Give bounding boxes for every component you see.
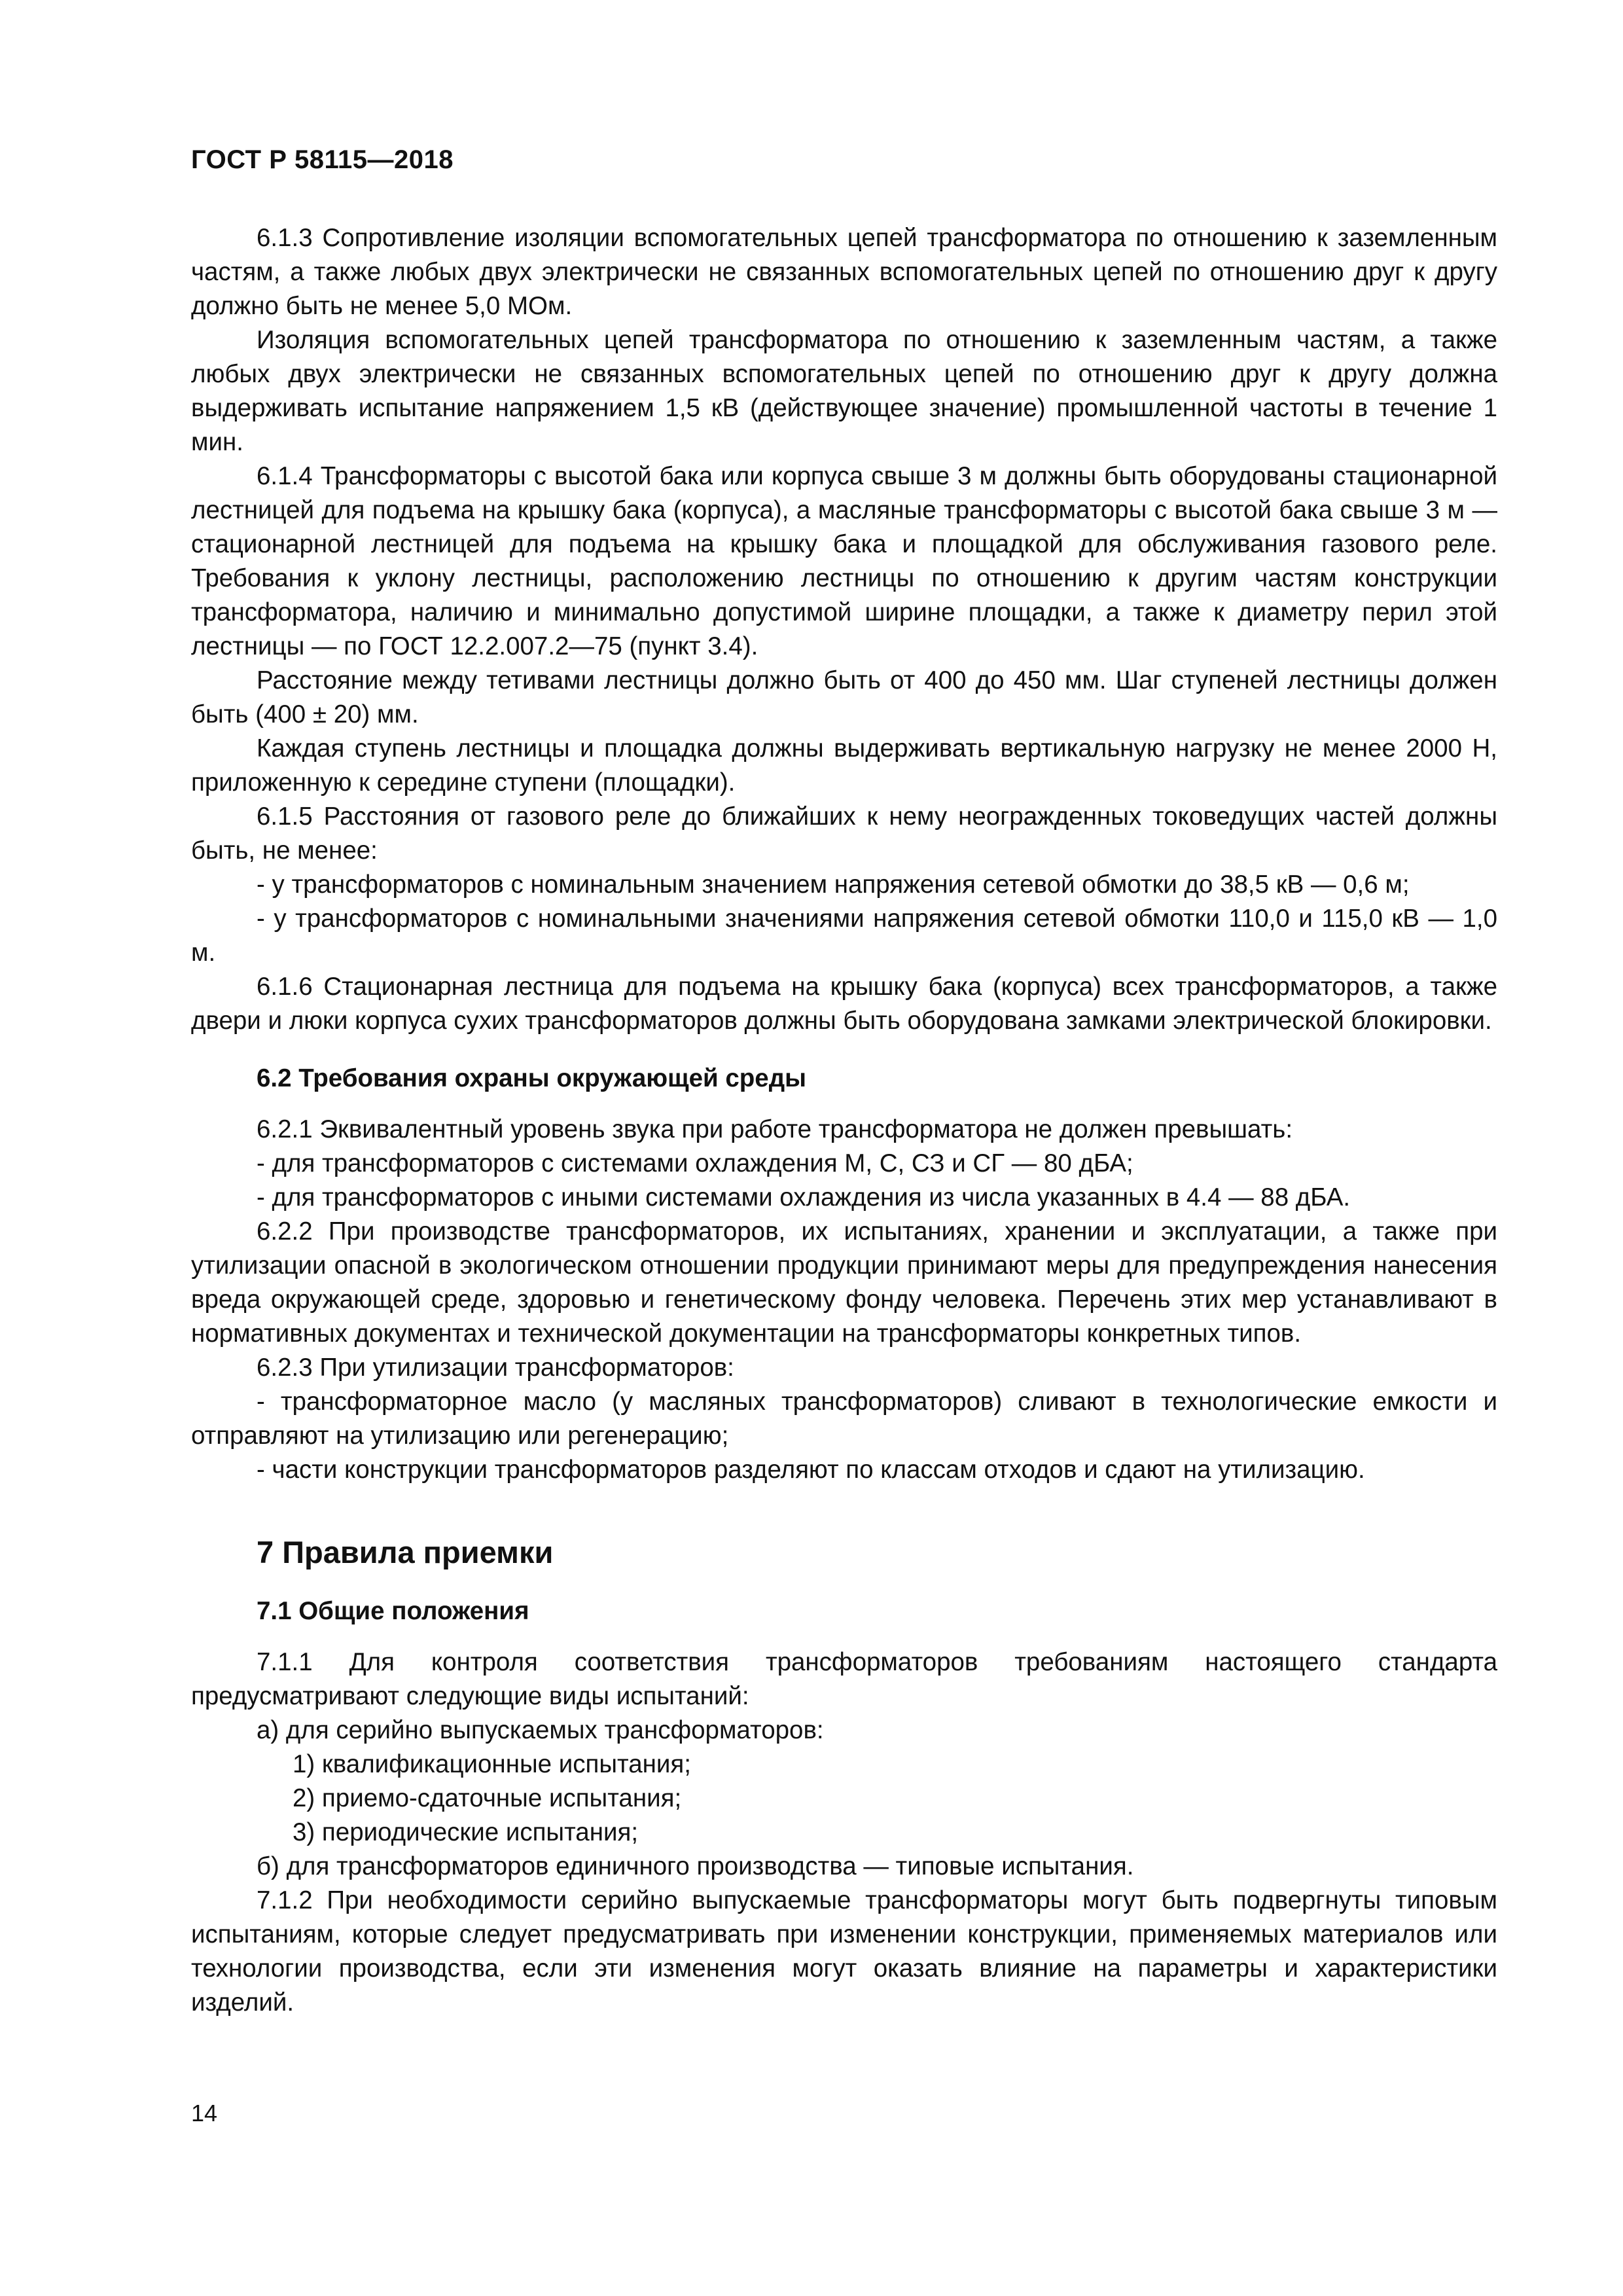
paragraph-insulation-test: Изоляция вспомогательных цепей трансформатора по отношению к заземленным частям, а также любых двух электрически не связанных вспомогательных цепей по отношению друг к другу должна выдерживать испытание напряжением 1,5 кВ (действующее значение) промышленной частоты в течение 1 мин. <box>191 326 1497 456</box>
section-heading-7-1: 7.1 Общие положения <box>257 1597 529 1625</box>
paragraph-6-2-2: 6.2.2 При производстве трансформаторов, их испытаниях, хранении и эксплуатации, а также при утилизации опасной в экологическом отношении продукции принимают меры для предупреждения нанесения вреда окружающей среде, здоровью и генетическому фонду человека. Перечень этих мер устанавливают в нормативных документах и технической документации на трансформаторы конкретных типов. <box>191 1217 1497 1348</box>
document-body <box>191 221 1497 2020</box>
document-header: ГОСТ Р 58115—2018 <box>191 145 454 174</box>
section-heading-7: 7 Правила приемки <box>257 1535 554 1570</box>
list-item-80dba: - для трансформаторов с системами охлаждения М, С, СЗ и СГ — 80 дБА; <box>257 1149 1133 1177</box>
list-item-periodic: 3) периодические испытания; <box>293 1818 639 1846</box>
paragraph-ladder-distance: Расстояние между тетивами лестницы должно быть от 400 до 450 мм. Шаг ступеней лестницы должен быть (400 ± 20) мм. <box>191 666 1497 728</box>
list-item-parts: - части конструкции трансформаторов разделяют по классам отходов и сдают на утилизацию. <box>257 1456 1365 1484</box>
list-item-110kv: - у трансформаторов с номинальными значениями напряжения сетевой обмотки 110,0 и 115,0 кВ — 1,0 м. <box>191 905 1497 967</box>
paragraph-6-1-6: 6.1.6 Стационарная лестница для подъема на крышку бака (корпуса) всех трансформаторов, а также двери и люки корпуса сухих трансформаторов должны быть оборудована замками электрической блокировки. <box>191 973 1497 1035</box>
paragraph-6-2-3: 6.2.3 При утилизации трансформаторов: <box>257 1354 734 1382</box>
list-item-serial: а) для серийно выпускаемых трансформаторов: <box>257 1716 824 1744</box>
list-item-38kv: - у трансформаторов с номинальным значением напряжения сетевой обмотки до 38,5 кВ — 0,6 м; <box>257 870 1410 899</box>
list-item-88dba: - для трансформаторов с иными системами охлаждения из числа указанных в 4.4 — 88 дБА. <box>257 1183 1351 1211</box>
paragraph-7-1-2: 7.1.2 При необходимости серийно выпускаемые трансформаторы могут быть подвергнуты типовым испытаниям, которые следует предусматривать при изменении конструкции, применяемых материалов или технологии производства, если эти изменения могут оказать влияние на параметры и характеристики изделий. <box>191 1886 1497 2017</box>
list-item-oil: - трансформаторное масло (у масляных трансформаторов) сливают в технологические емкости и отправляют на утилизацию или регенерацию; <box>191 1388 1497 1450</box>
page-number: 14 <box>191 2100 218 2126</box>
list-item-single-production: б) для трансформаторов единичного производства — типовые испытания. <box>257 1852 1134 1880</box>
paragraph-6-2-1: 6.2.1 Эквивалентный уровень звука при работе трансформатора не должен превышать: <box>257 1115 1293 1143</box>
paragraph-7-1-1: 7.1.1 Для контроля соответствия трансформаторов требованиям настоящего стандарта предусматривают следующие виды испытаний: <box>191 1648 1497 1710</box>
paragraph-6-1-4: 6.1.4 Трансформаторы с высотой бака или корпуса свыше 3 м должны быть оборудованы стационарной лестницей для подъема на крышку бака (корпуса), а масляные трансформаторы с высотой бака свыше 3 м — стационарной лестницей для подъема на крышку бака и площадкой для обслуживания газового реле. Требования к уклону лестницы, расположению лестницы по отношению к другим частям конструкции трансформатора, наличию и минимально допустимой ширине площадки, а также к диаметру перил этой лестницы — по ГОСТ 12.2.007.2—75 (пункт 3.4). <box>191 462 1497 660</box>
list-item-qualification: 1) квалификационные испытания; <box>293 1750 691 1778</box>
paragraph-step-load: Каждая ступень лестницы и площадка должны выдерживать вертикальную нагрузку не менее 2000 Н, приложенную к середине ступени (площадки). <box>191 734 1497 797</box>
section-heading-6-2: 6.2 Требования охраны окружающей среды <box>257 1064 807 1092</box>
list-item-acceptance: 2) приемо-сдаточные испытания; <box>293 1784 682 1812</box>
paragraph-6-1-5: 6.1.5 Расстояния от газового реле до ближайших к нему неогражденных токоведущих частей должны быть, не менее: <box>191 802 1497 865</box>
paragraph-6-1-3: 6.1.3 Сопротивление изоляции вспомогательных цепей трансформатора по отношению к заземленным частям, а также любых двух электрически не связанных вспомогательных цепей по отношению друг к другу должно быть не менее 5,0 МОм. <box>191 224 1497 320</box>
